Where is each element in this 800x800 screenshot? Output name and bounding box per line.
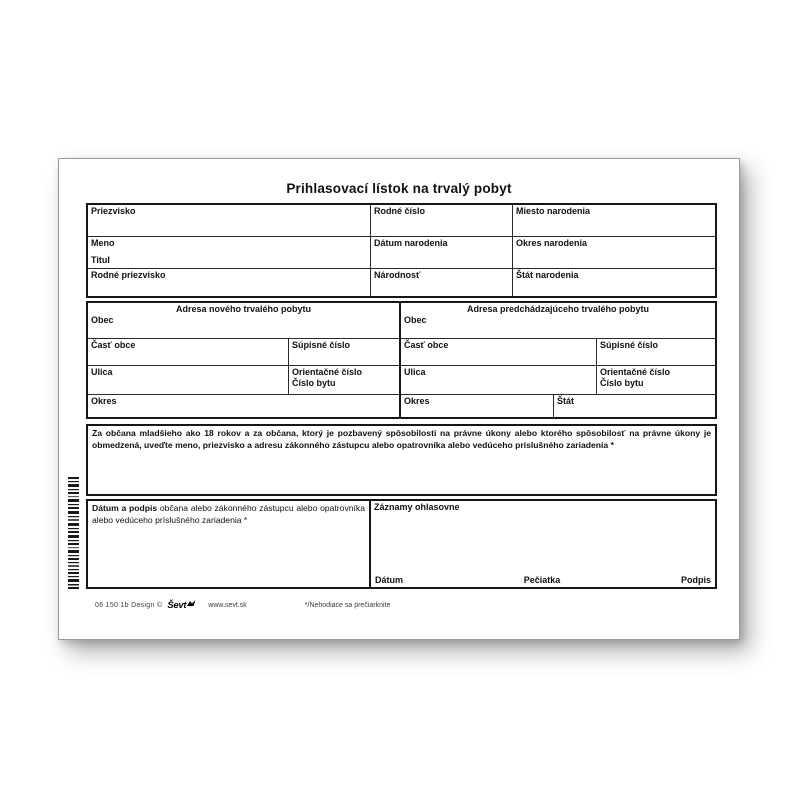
table-row (401, 395, 715, 417)
signature-label-rest: občana alebo zákonného zástupcu alebo opatrovníka alebo vedúceho príslušného zariadenia * (92, 503, 365, 525)
office-records-cell (371, 501, 715, 587)
table-row (401, 303, 715, 339)
field-narodnost: Národnosť (370, 269, 513, 296)
barcode (68, 477, 79, 589)
address-new-section (88, 303, 401, 417)
field-cislo-bytu: Číslo bytu (600, 378, 644, 388)
office-bottom-row (371, 575, 715, 587)
field-okres-narodenia: Okres narodenia (516, 238, 588, 248)
field-datum-narodenia: Dátum narodenia (370, 237, 513, 268)
personal-data-table (86, 203, 717, 298)
field-okres: Okres (404, 396, 430, 406)
field-miesto-narodenia: Miesto narodenia (516, 206, 591, 216)
footer-website: www.sevt.sk (208, 602, 247, 609)
form-number: 06 150 1b Design © (95, 602, 163, 609)
field-ulica: Ulica (91, 367, 113, 377)
field-priezvisko: Priezvisko (91, 206, 136, 216)
field-orientacne-cislo-bytu (288, 366, 399, 394)
field-meno: Meno (91, 238, 115, 248)
table-row (401, 339, 715, 366)
field-cislo-bytu: Číslo bytu (292, 378, 336, 388)
field-titul: Titul (91, 255, 110, 265)
field-cast-obce: Časť obce (404, 340, 449, 350)
form-title: Prihlasovací lístok na trvalý pobyt (286, 181, 512, 196)
address-new-header: Adresa nového trvalého pobytu (175, 304, 312, 314)
field-supisne-cislo: Súpisné číslo (596, 339, 715, 365)
office-datum-label: Dátum (375, 575, 404, 585)
signature-text (92, 503, 365, 526)
table-row (88, 205, 715, 237)
field-orientacne-cislo: Orientačné číslo (292, 367, 363, 377)
field-obec: Obec (91, 315, 114, 325)
field-stat-narodenia: Štát narodenia (516, 270, 579, 280)
field-ulica: Ulica (404, 367, 426, 377)
field-orientacne-cislo-bytu (596, 366, 715, 394)
table-row (88, 366, 399, 395)
table-row (88, 237, 715, 269)
field-rodne-priezvisko: Rodné priezvisko (91, 270, 166, 280)
field-meno-titul (88, 237, 370, 268)
legal-notice-box (86, 424, 717, 496)
table-row (88, 269, 715, 296)
field-obec: Obec (404, 315, 427, 325)
field-stat: Štát (553, 395, 715, 417)
office-records-header: Záznamy ohlasovne (374, 502, 460, 512)
field-rodne-cislo: Rodné číslo (370, 205, 513, 236)
signature-cell (88, 501, 371, 587)
signature-table (86, 499, 717, 589)
table-row (88, 303, 399, 339)
signature-label-bold: Dátum a podpis (92, 503, 158, 513)
office-podpis-label: Podpis (680, 575, 711, 585)
table-row (401, 366, 715, 395)
scanned-form-page (58, 158, 740, 640)
form-footer (95, 600, 390, 611)
address-previous-section (401, 303, 715, 417)
table-row (88, 395, 399, 417)
field-supisne-cislo: Súpisné číslo (288, 339, 399, 365)
address-table (86, 301, 717, 419)
field-okres: Okres (91, 396, 117, 406)
sevt-logo-icon (187, 600, 196, 611)
office-peciatka-label: Pečiatka (523, 575, 561, 585)
table-row (88, 339, 399, 366)
field-orientacne-cislo: Orientačné číslo (600, 367, 671, 377)
address-previous-header: Adresa predchádzajúceho trvalého pobytu (466, 304, 650, 314)
field-cast-obce: Časť obce (91, 340, 136, 350)
footer-note: */Nehodiace sa prečiarknite (304, 602, 391, 609)
sevt-logo: Ševt (167, 600, 196, 611)
legal-notice-text: Za občana mladšieho ako 18 rokov a za občana, ktorý je pozbavený spôsobilosti na právne úkony alebo ktorého spôsobilosť na právne úkony je obmedzená, uveďte meno, priezvisko a adresu zákonného zástupcu alebo opatrovníka alebo vedúceho príslušného zariadenia * (92, 428, 711, 450)
